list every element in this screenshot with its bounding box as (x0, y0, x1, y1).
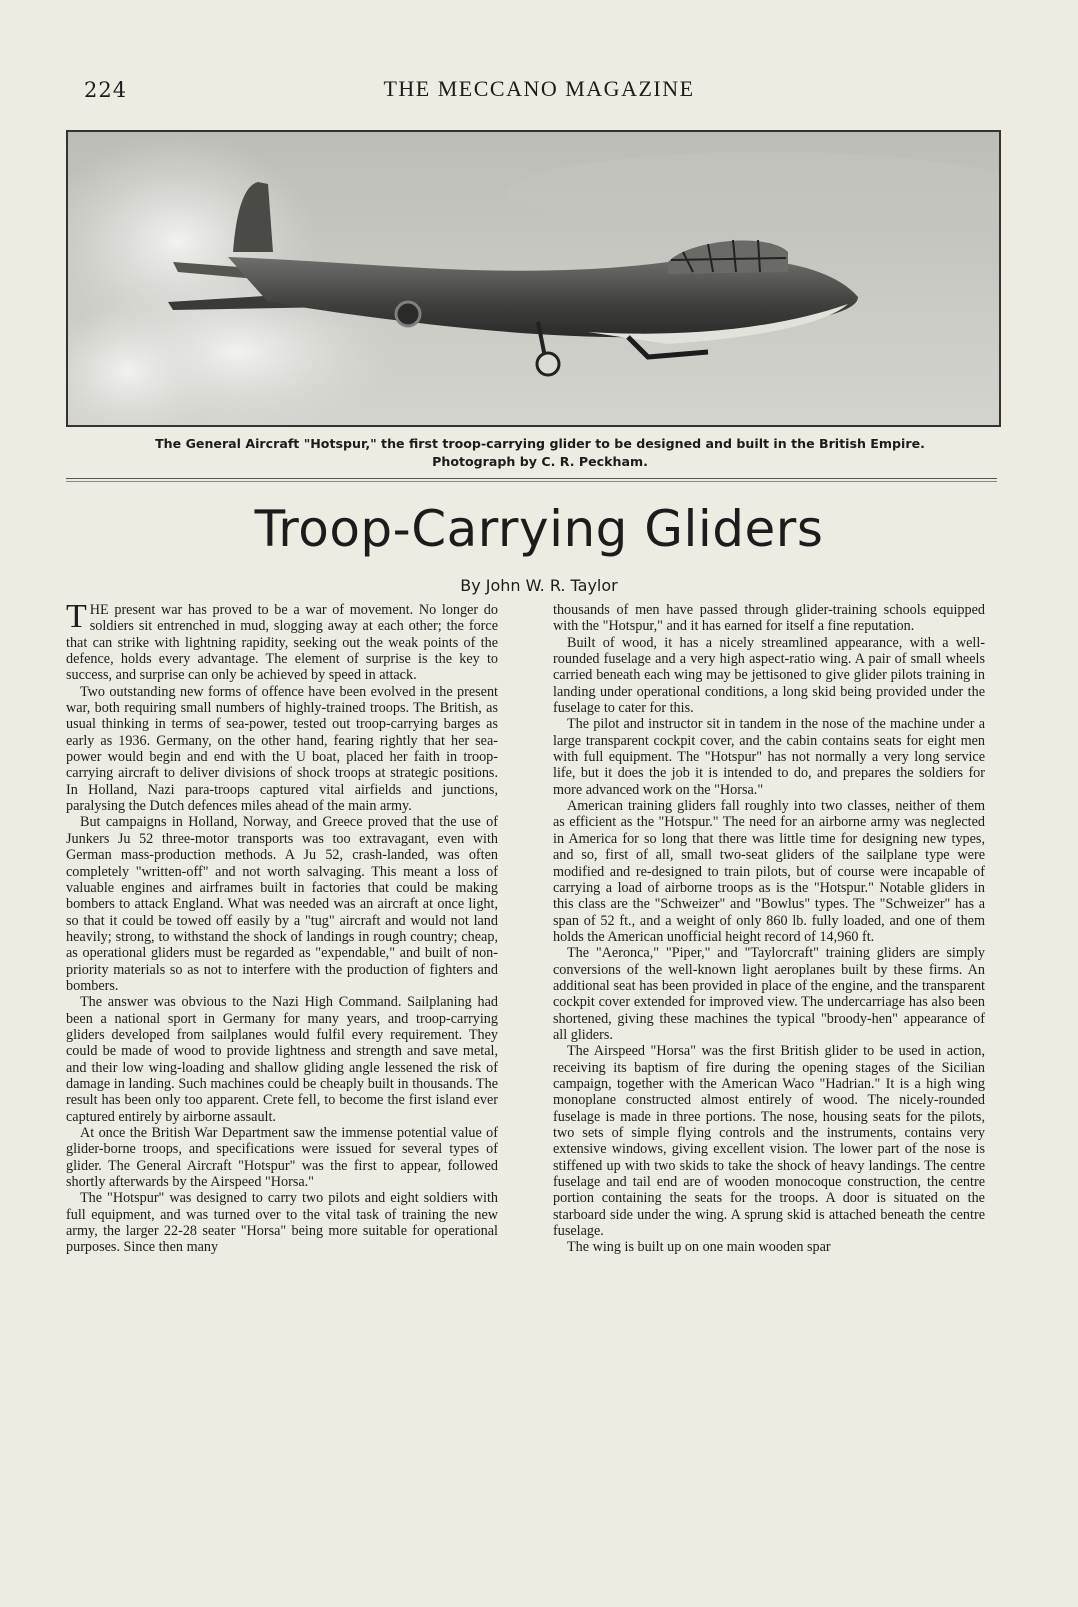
paragraph: The pilot and instructor sit in tandem in the nose of the machine under a large transparent cockpit cover, and the cabin contains seats for eight men with full equipment. The "Hotspur" has not normally a very long service life, but it does the job it is intended to do, and prepares the soldiers for more advanced work on the "Horsa." (553, 716, 985, 798)
caption-line-2: Photograph by C. R. Peckham. (432, 454, 648, 469)
drop-cap: T (66, 598, 87, 635)
paragraph: At once the British War Department saw the immense potential value of glider-borne troops, and specifications were issued for several types of glider. The General Aircraft "Hotspur" was the first to appear, followed shortly afterwards by the Airspeed "Horsa." (66, 1125, 498, 1191)
paragraph: The wing is built up on one main wooden spar (567, 1239, 831, 1256)
article-column-right (553, 602, 985, 1256)
paragraph: The "Aeronca," "Piper," and "Taylorcraft" training gliders are simply conversions of the well-known light aeroplanes built by these firms. An additional seat has been provided in place of the engine, and the transparent cockpit cover extended for improved view. The undercarriage has also been shortened, giving these machines the typical "broody-hen" appearance of all gliders. (553, 945, 985, 1043)
paragraph: The "Hotspur" was designed to carry two pilots and eight soldiers with full equipment, and was turned over to the vital task of training the new army, the larger 22-28 seater "Horsa" being more suitable for operational purposes. Since then many (66, 1190, 498, 1256)
paragraph: Two outstanding new forms of offence have been evolved in the present war, both requiring small numbers of highly-trained troops. The British, as usual thinking in terms of sea-power, tested out troop-carrying barges as early as 1936. Germany, on the other hand, fearing rightly that her sea-power would begin and end with the U boat, placed her faith in troop-carrying aircraft to deliver divisions of shock troops at strategic positions. In Holland, Nazi para-troops captured vital airfields and junctions, paralysing the Dutch defences miles ahead of the main army. (66, 683, 498, 815)
caption-line-1: The General Aircraft "Hotspur," the first troop-carrying glider to be designed and built in the British Empire. (155, 436, 925, 451)
divider (66, 481, 997, 482)
paragraph: THE present war has proved to be a war of movement. No longer do soldiers sit entrenched in mud, slogging away at each other; the force that can strike with lightning rapidity, seeking out the weak points of the defence, holds every advantage. The element of surprise is the key to success, and surprise can only be achieved by speed in attack. (66, 598, 498, 684)
article-column-left (66, 598, 498, 1256)
paragraph: Built of wood, it has a nicely streamlined appearance, with a well-rounded fuselage and a very high aspect-ratio wing. A pair of small wheels carried beneath each wing may be jettisoned to give glider pilots training in landing under operational conditions, a long skid being provided under the fuselage to cater for this. (553, 634, 985, 717)
paragraph: But campaigns in Holland, Norway, and Greece proved that the use of Junkers Ju 52 three-motor transports was too extravagant, even with German mass-production methods. A Ju 52, crash-landed, was often completely "written-off" and not worth salvaging. This meant a loss of valuable engines and airframes built in factories that could be making bombers to attack England. What was needed was an aircraft at once light, so that it could be towed off easily by a "tug" aircraft and would not land heavily; strong, to withstand the shock of landings in rough country; cheap, as operational gliders must be regarded as "expendable," and built of non-priority materials so as not to interfere with the production of fighters and bombers. (66, 814, 498, 994)
photo-caption (60, 435, 1020, 471)
paragraph: The Airspeed "Horsa" was the first British glider to be used in action, receiving its baptism of fire during the opening stages of the Sicilian campaign, together with the American Waco "Hadrian." It is a high wing monoplane constructed almost entirely of wood. The nicely-rounded fuselage is made in three portions. The nose, housing seats for the pilots, two sets of simple flying controls and the instruments, contains very extensive windows, giving excellent vision. The lower part of the nose is stiffened up with two skids to take the shock of heavy landings. The centre fuselage and tail end are of wooden monocoque construction, the centre portion containing the seats for the troops. A door is situated on the starboard side under the wing. A sprung skid is attached beneath the centre fuselage. (553, 1043, 985, 1240)
divider (66, 478, 997, 479)
glider-photo-icon (66, 130, 1001, 427)
article-title: Troop-Carrying Gliders (254, 500, 824, 558)
article-byline: By John W. R. Taylor (460, 576, 618, 595)
magazine-title: THE MECCANO MAGAZINE (383, 76, 695, 101)
page-number: 224 (84, 78, 128, 102)
paragraph: thousands of men have passed through glider-training schools equipped with the "Hotspur," and it has earned for itself a fine reputation. (553, 602, 985, 635)
paragraph: The answer was obvious to the Nazi High Command. Sailplaning had been a national sport in Germany for many years, and troop-carrying gliders developed from sailplanes would fulfil every requirement. They could be made of wood to provide lightness and strength and save metal, and their low wing-loading and shallow gliding angle lessened the risk of damage in landing. Such machines could be cheaply built in thousands. The result has been only too apparent. Crete fell, to become the first island ever captured entirely by airborne assault. (66, 994, 498, 1125)
paragraph: American training gliders fall roughly into two classes, neither of them as efficient as the "Hotspur." The need for an airborne army was neglected in America for so long that there was little time for designing new types, and so, first of all, small two-seat gliders of the sailplane type were modified and re-designed to train pilots, but of course were incapable of carrying a load of airborne troops as is the "Hotspur." Notable gliders in this class are the "Schweizer" and "Bowlus" types. The "Schweizer" has a span of 52 ft., and a weight of only 860 lb. fully loaded, and one of them holds the American unofficial height record of 14,960 ft. (553, 798, 985, 945)
